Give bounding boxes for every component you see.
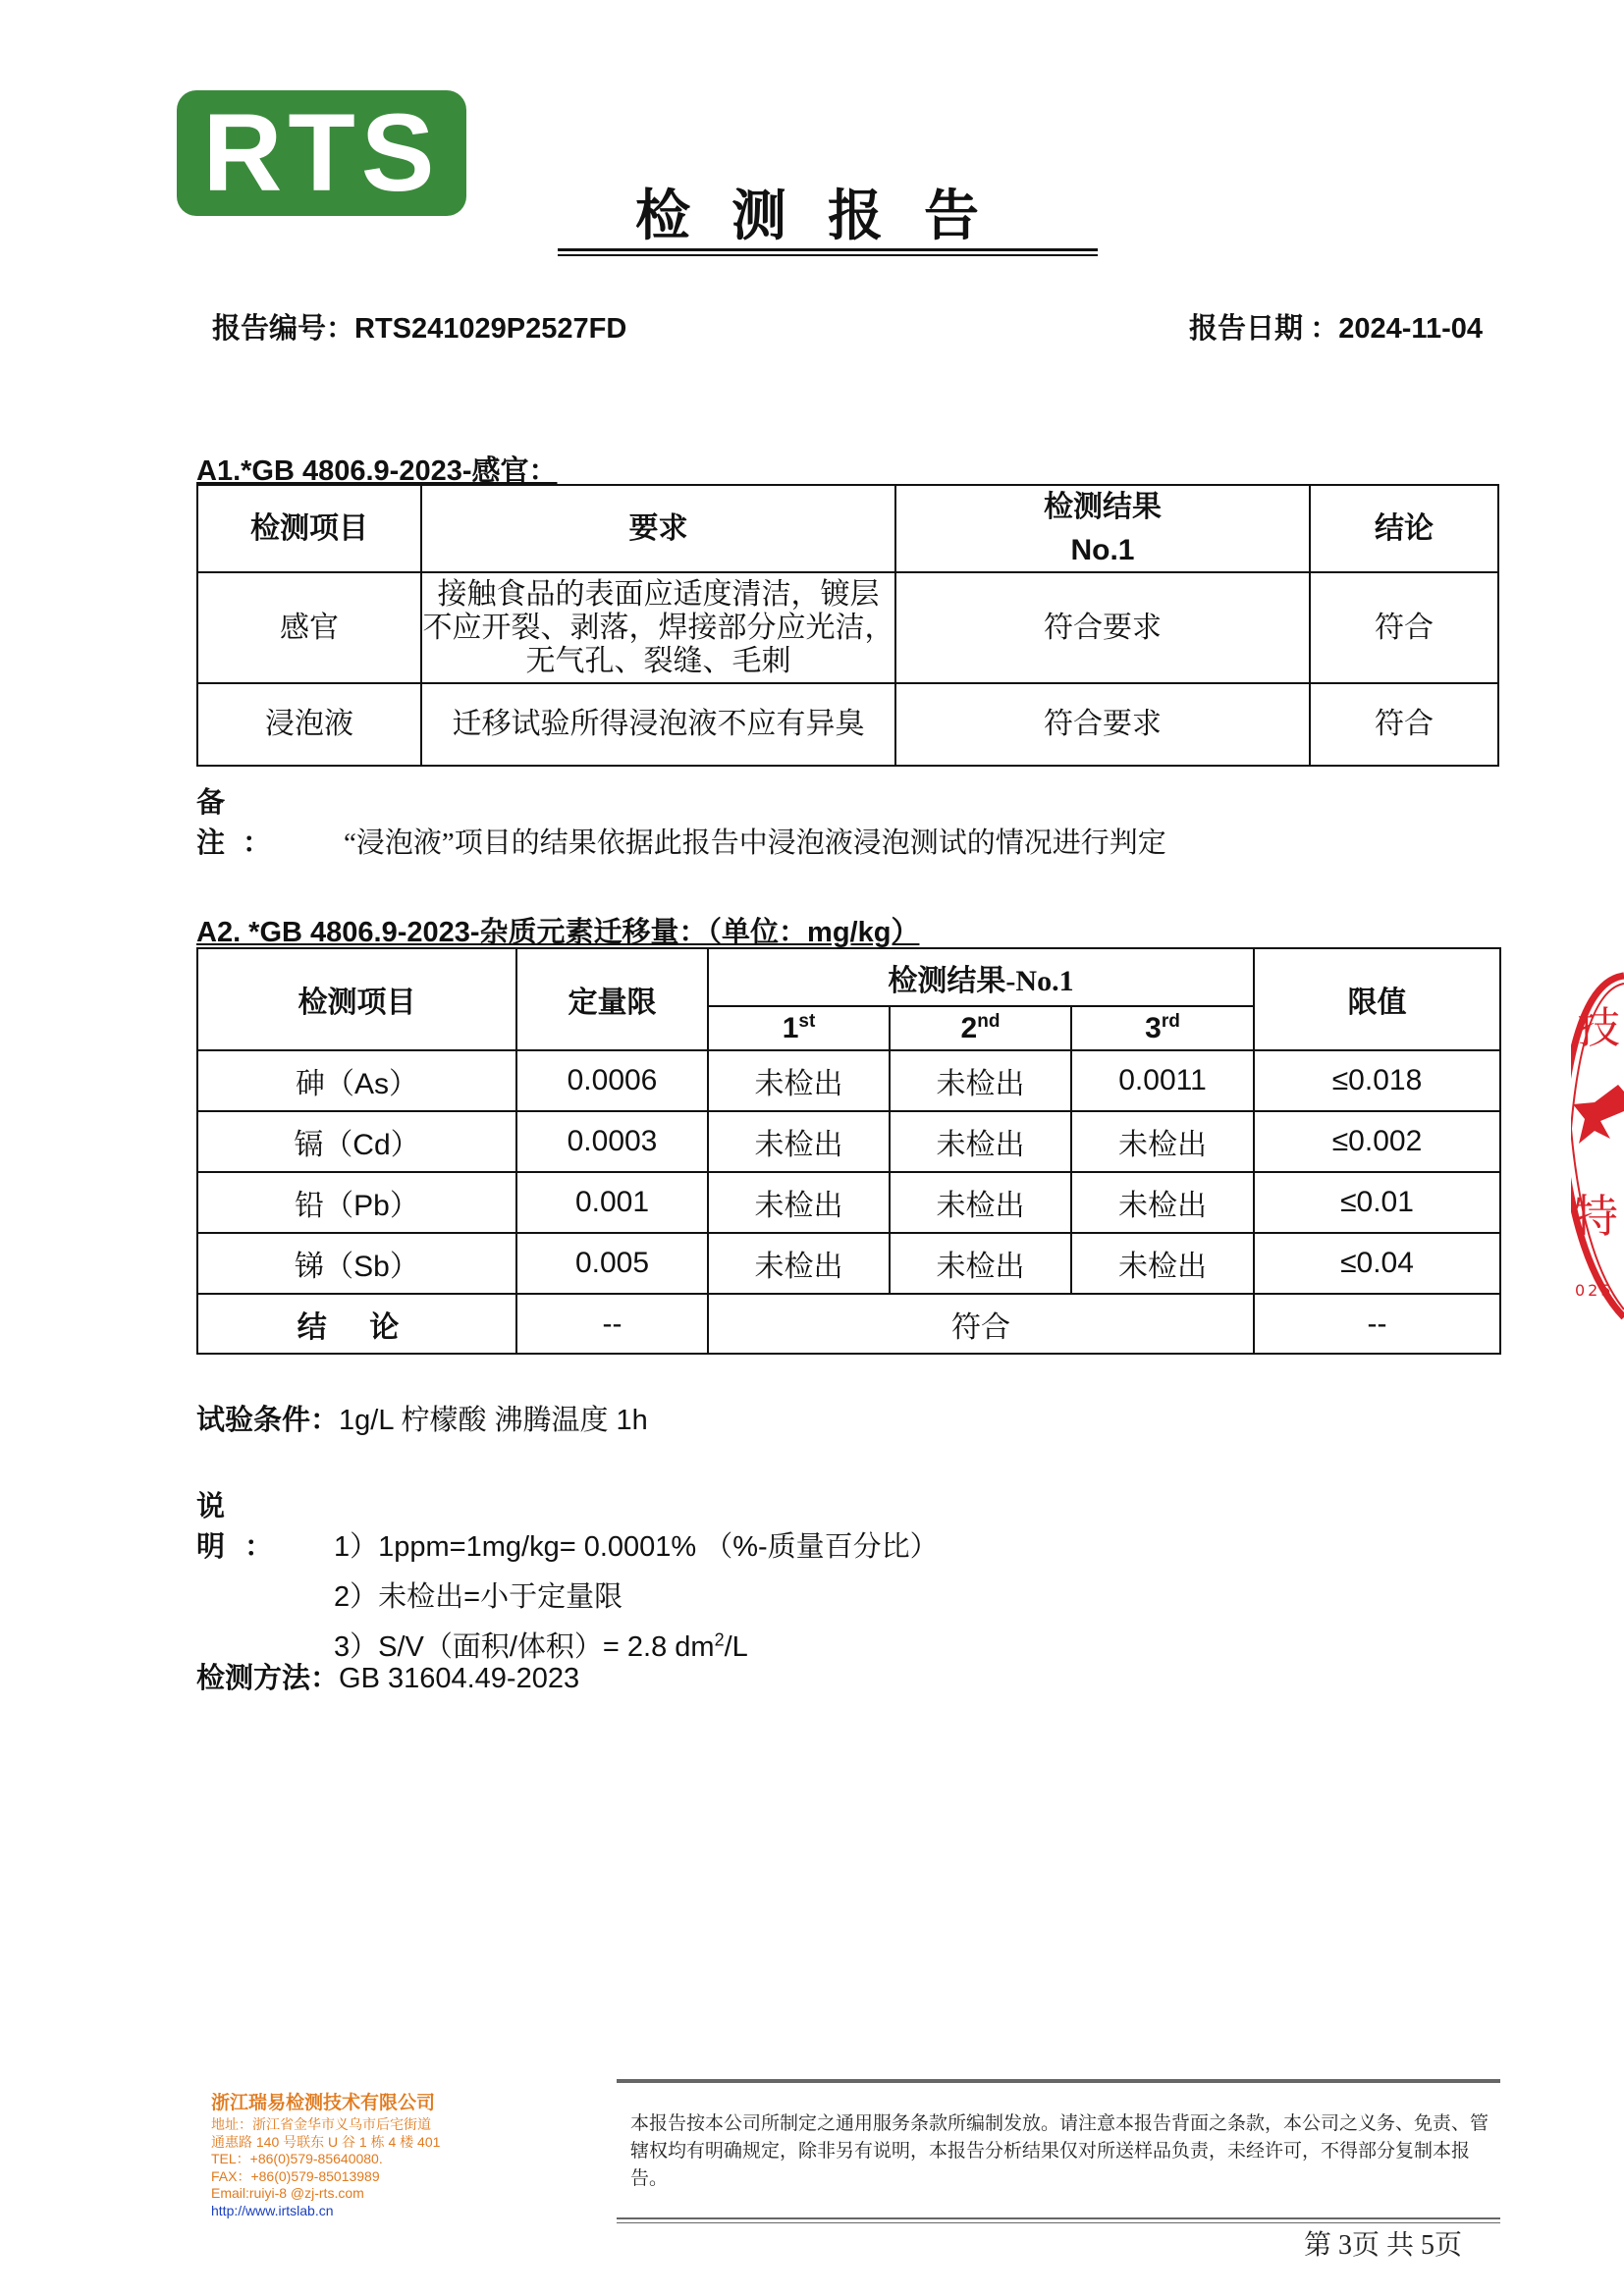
conclusion-limit: -- — [1254, 1294, 1500, 1354]
report-number-label: 报告编号： — [212, 313, 355, 345]
loq-cell: 0.0006 — [516, 1050, 708, 1111]
element-symbol: （Cd） — [323, 1129, 420, 1161]
result-cell: 0.0011 — [1071, 1050, 1254, 1111]
header-result-line2: No.1 — [1070, 533, 1135, 566]
conclusion-label: 结 论 — [197, 1294, 516, 1354]
trial-suffix: nd — [977, 1011, 1001, 1032]
company-website-link[interactable]: http://www.irtslab.cn — [211, 2202, 334, 2218]
header-trial-3 — [1071, 1006, 1254, 1050]
result-cell: 未检出 — [1071, 1172, 1254, 1233]
test-method — [196, 1656, 579, 1696]
trial-number: 3 — [1145, 1012, 1162, 1044]
limit-cell: ≤0.018 — [1254, 1050, 1500, 1111]
footer-rule-top — [617, 2079, 1500, 2083]
element-name: 锑 — [295, 1251, 325, 1283]
header-limit: 限值 — [1254, 948, 1500, 1050]
table-row — [197, 1111, 1500, 1172]
element-cell — [197, 1111, 516, 1172]
result-cell: 未检出 — [1071, 1111, 1254, 1172]
note-text: “浸泡液”项目的结果依据此报告中浸泡液浸泡测试的情况进行判定 — [344, 828, 1166, 859]
company-fax: FAX：+86(0)579-85013989 — [211, 2167, 380, 2184]
loq-cell: 0.001 — [516, 1172, 708, 1233]
header-requirement: 要求 — [421, 485, 895, 572]
table-row — [197, 572, 1498, 683]
element-name: 铅 — [295, 1190, 325, 1222]
explanation-text: 3）S/V（面积/体积）= 2.8 dm — [334, 1631, 715, 1663]
company-name: 浙江瑞易检测技术有限公司 — [211, 2093, 436, 2113]
explanation-block — [196, 1484, 939, 1665]
seal-char-bottom: 特 — [1573, 1190, 1618, 1243]
row-conclusion: 符合 — [1310, 572, 1498, 683]
header-item: 检测项目 — [197, 485, 421, 572]
trial-number: 1 — [782, 1012, 799, 1044]
row-result: 符合要求 — [895, 683, 1310, 766]
trial-suffix: st — [798, 1011, 816, 1032]
explanation-sup: 2 — [714, 1629, 725, 1650]
conditions-label: 试验条件： — [196, 1405, 340, 1436]
page-number: 第 3页 共 5页 — [1304, 2230, 1463, 2261]
disclaimer: 本报告按本公司所制定之通用服务条款所编制发放。请注意本报告背面之条款，本公司之义务、免责、管辖权均有明确规定，除非另有说明，本报告分析结果仅对所送样品负责，未经许可，不得部分复制本报告。 — [630, 2113, 1489, 2189]
result-cell: 未检出 — [890, 1172, 1071, 1233]
company-address: 地址：浙江省金华市义乌市后宅街道 — [211, 2116, 431, 2132]
document-title: 检测报告 — [635, 187, 1020, 247]
table-row — [197, 1172, 1500, 1233]
conclusion-row — [197, 1294, 1500, 1354]
company-tel: TEL：+86(0)579-85640080. — [211, 2151, 383, 2166]
header-result-line1: 检测结果 — [1044, 490, 1162, 523]
report-date-label: 报告日期 ： — [1188, 313, 1339, 345]
element-name: 镉 — [294, 1129, 324, 1161]
row-item: 感官 — [197, 572, 421, 683]
seal-stamp — [1571, 972, 1624, 1325]
logo-text: RTS — [202, 91, 441, 214]
test-conditions — [196, 1398, 648, 1438]
conditions-text: 1g/L 柠檬酸 沸腾温度 1h — [339, 1405, 648, 1436]
sensory-table — [196, 484, 1499, 767]
trial-number: 2 — [960, 1012, 978, 1044]
company-logo — [177, 90, 466, 216]
element-cell — [197, 1172, 516, 1233]
result-cell: 未检出 — [1071, 1233, 1254, 1294]
result-cell: 未检出 — [708, 1111, 890, 1172]
requirement-line: 接触食品的表面应适度清洁，镀层 — [437, 577, 880, 611]
requirement-line: 无气孔、裂缝、毛刺 — [525, 644, 791, 677]
conclusion-loq: -- — [516, 1294, 708, 1354]
element-symbol: （Sb） — [324, 1251, 419, 1283]
elements-migration-table — [196, 947, 1501, 1355]
table-row — [197, 1233, 1500, 1294]
explanation-text: /L — [724, 1631, 748, 1663]
explanation-label: 说 明： — [196, 1491, 294, 1563]
company-email: Email:ruiyi-8 @zj-rts.com — [211, 2185, 364, 2201]
row-requirement — [421, 572, 895, 683]
a1-note — [196, 780, 1166, 861]
method-text: GB 31604.49-2023 — [339, 1663, 580, 1694]
element-cell — [197, 1233, 516, 1294]
header-item: 检测项目 — [197, 948, 516, 1050]
limit-cell: ≤0.04 — [1254, 1233, 1500, 1294]
limit-cell: ≤0.002 — [1254, 1111, 1500, 1172]
report-number-value: RTS241029P2527FD — [354, 313, 627, 345]
company-info — [211, 2091, 565, 2219]
element-symbol: （As） — [324, 1068, 418, 1100]
trial-suffix: rd — [1161, 1011, 1180, 1032]
row-requirement: 迁移试验所得浸泡液不应有异臭 — [421, 683, 895, 766]
header-loq: 定量限 — [516, 948, 708, 1050]
limit-cell: ≤0.01 — [1254, 1172, 1500, 1233]
row-result: 符合要求 — [895, 572, 1310, 683]
header-trial-2 — [890, 1006, 1071, 1050]
table-row — [197, 683, 1498, 766]
title-underline — [558, 248, 1098, 251]
report-number — [212, 306, 626, 347]
row-item: 浸泡液 — [197, 683, 421, 766]
loq-cell: 0.005 — [516, 1233, 708, 1294]
seal-char-top: 技 — [1577, 1003, 1620, 1053]
result-cell: 未检出 — [890, 1050, 1071, 1111]
section-a1-heading: A1.*GB 4806.9-2023-感官： — [196, 455, 558, 487]
result-cell: 未检出 — [708, 1050, 890, 1111]
row-conclusion: 符合 — [1310, 683, 1498, 766]
header-trial-1 — [708, 1006, 890, 1050]
header-result — [895, 485, 1310, 572]
seal-digits: 025 — [1575, 1281, 1614, 1300]
table-header-row — [197, 485, 1498, 572]
loq-cell: 0.0003 — [516, 1111, 708, 1172]
result-cell: 未检出 — [708, 1172, 890, 1233]
note-label: 备 注： — [196, 787, 290, 859]
title-underline-2 — [558, 254, 1098, 256]
header-result: 检测结果-No.1 — [708, 948, 1254, 1006]
company-address: 通惠路 140 号联东 U 谷 1 栋 4 楼 401 — [211, 2133, 441, 2150]
element-cell — [197, 1050, 516, 1111]
section-a2-heading: A2. *GB 4806.9-2023-杂质元素迁移量：（单位：mg/kg） — [196, 917, 920, 948]
report-date — [1189, 306, 1483, 347]
result-cell: 未检出 — [890, 1111, 1071, 1172]
requirement-line: 不应开裂、剥落，焊接部分应光洁， — [422, 611, 894, 644]
report-date-value: 2024-11-04 — [1338, 313, 1483, 345]
result-cell: 未检出 — [708, 1233, 890, 1294]
footer-rule-bottom — [617, 2217, 1500, 2219]
element-name: 砷 — [295, 1068, 325, 1100]
header-conclusion: 结论 — [1310, 485, 1498, 572]
method-label: 检测方法： — [196, 1663, 340, 1694]
seal-icon — [1571, 972, 1624, 1325]
explanation-line: 2）未检出=小于定量限 — [334, 1581, 623, 1613]
result-cell: 未检出 — [890, 1233, 1071, 1294]
explanation-line: 1）1ppm=1mg/kg= 0.0001% （%-质量百分比） — [334, 1531, 939, 1563]
table-row — [197, 1050, 1500, 1111]
conclusion-result: 符合 — [708, 1294, 1254, 1354]
table-header-row — [197, 948, 1500, 1006]
element-symbol: （Pb） — [324, 1190, 419, 1222]
